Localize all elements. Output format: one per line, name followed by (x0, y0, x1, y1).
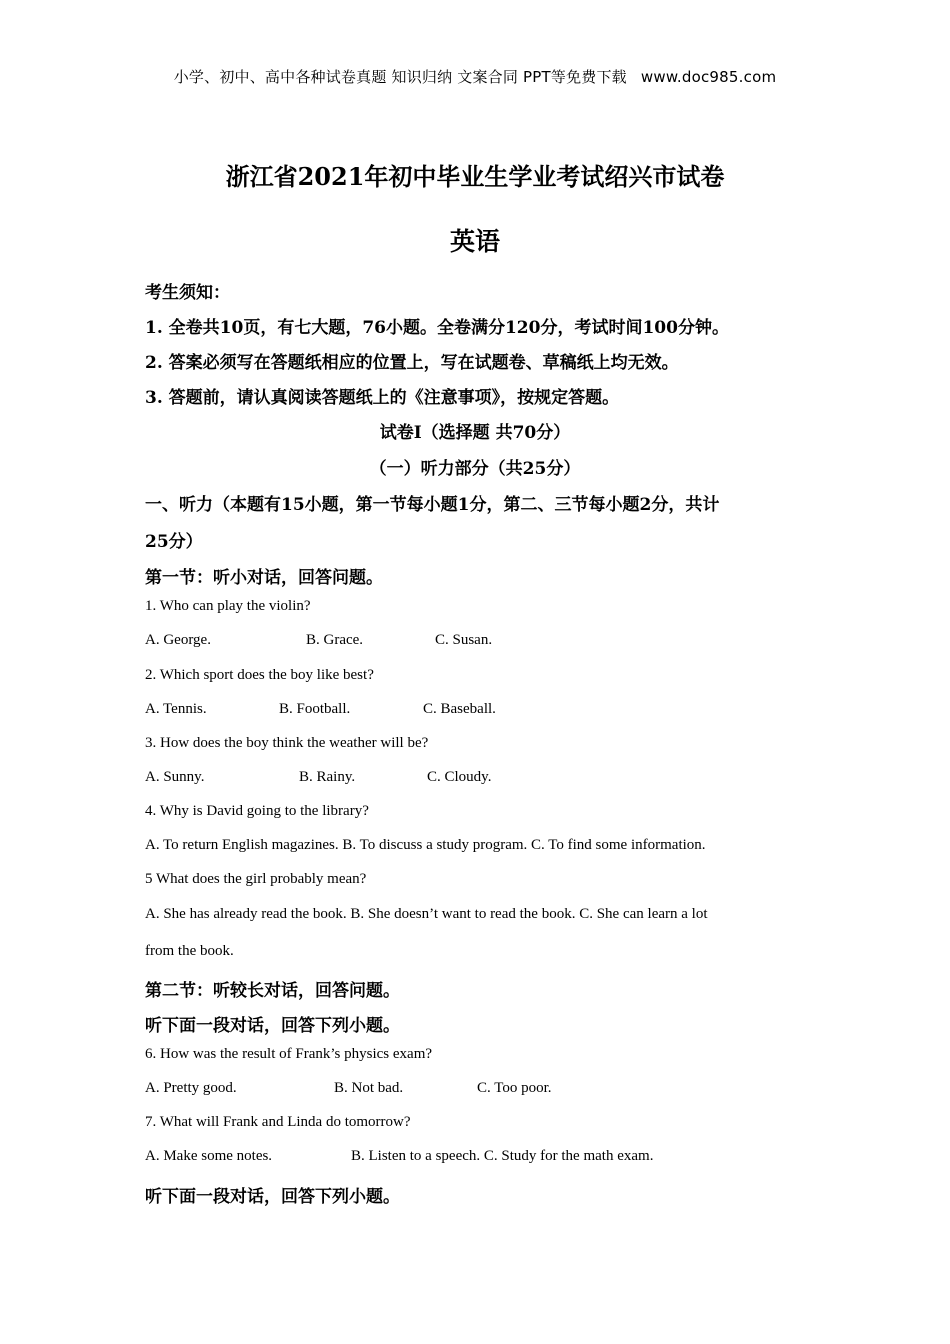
option-c: C. Susan. (435, 632, 493, 648)
question-3: 3. How does the boy think the weather will be? (145, 735, 429, 751)
subsection1-heading: 第一节：听小对话，回答问题。 (145, 568, 383, 588)
notice-heading: 考生须知： (145, 283, 230, 303)
option-c: C. Baseball. (423, 701, 496, 717)
question-3-options (145, 769, 491, 786)
exam-title: 浙江省2021年初中毕业生学业考试绍兴市试卷 (225, 162, 725, 191)
question-2-options (145, 701, 496, 718)
question-7-options (145, 1148, 653, 1165)
notice-item-2: 2. 答案必须写在答题纸相应的位置上，写在试题卷、草稿纸上均无效。 (145, 353, 679, 373)
section1-line1: 一、听力（本题有15小题，第一节每小题1分，第二、三节每小题2分，共计 (145, 495, 720, 515)
option-b: B. Grace. (306, 632, 364, 648)
header-url[interactable]: www.doc985.com (640, 68, 777, 86)
option-b: B. Not bad. (334, 1080, 404, 1096)
option-b: B. Football. (279, 701, 351, 717)
paper-title: 试卷I（选择题 共70分） (379, 423, 571, 443)
question-6: 6. How was the result of Frank’s physics exam? (145, 1046, 433, 1062)
question-1-options (145, 632, 492, 649)
header-text: 小学、初中、高中各种试卷真题 知识归纳 文案合同 PPT等免费下载 (173, 68, 627, 86)
question-2: 2. Which sport does the boy like best? (145, 667, 374, 683)
question-7: 7. What will Frank and Linda do tomorrow? (145, 1114, 411, 1130)
option-b: B. Rainy. (299, 769, 356, 785)
option-a: A. Tennis. (145, 701, 207, 717)
question-5: 5 What does the girl probably mean? (145, 871, 367, 887)
question-5-options-line2: from the book. (145, 943, 234, 959)
subject-title: 英语 (449, 227, 500, 256)
section1-line2: 25分） (145, 532, 203, 552)
option-a: A. Sunny. (145, 769, 205, 785)
question-6-options (145, 1080, 552, 1097)
notice-item-3: 3. 答题前，请认真阅读答题纸上的《注意事项》，按规定答题。 (145, 388, 620, 408)
part-title: （一）听力部分（共25分） (369, 459, 581, 479)
question-4: 4. Why is David going to the library? (145, 803, 369, 819)
page-header (0, 66, 950, 87)
question-4-options: A. To return English magazines. B. To discuss a study program. C. To find some information. (145, 837, 706, 853)
subsection2-heading: 第二节：听较长对话，回答问题。 (145, 981, 400, 1001)
option-a: A. George. (145, 632, 211, 648)
option-c: C. Cloudy. (427, 769, 492, 785)
dialogue-instruction: 听下面一段对话，回答下列小题。 (145, 1016, 400, 1036)
dialogue-instruction-2: 听下面一段对话，回答下列小题。 (145, 1187, 400, 1207)
option-a: A. Make some notes. (145, 1148, 273, 1164)
option-bc: B. Listen to a speech. C. Study for the math exam. (351, 1148, 654, 1164)
notice-item-1: 1. 全卷共10页，有七大题，76小题。全卷满分120分，考试时间100分钟。 (145, 318, 729, 338)
question-5-options-line1: A. She has already read the book. B. She doesn’t want to read the book. C. She can learn a lot (145, 906, 708, 922)
question-1: 1. Who can play the violin? (145, 598, 311, 614)
option-c: C. Too poor. (477, 1080, 552, 1096)
option-a: A. Pretty good. (145, 1080, 237, 1096)
